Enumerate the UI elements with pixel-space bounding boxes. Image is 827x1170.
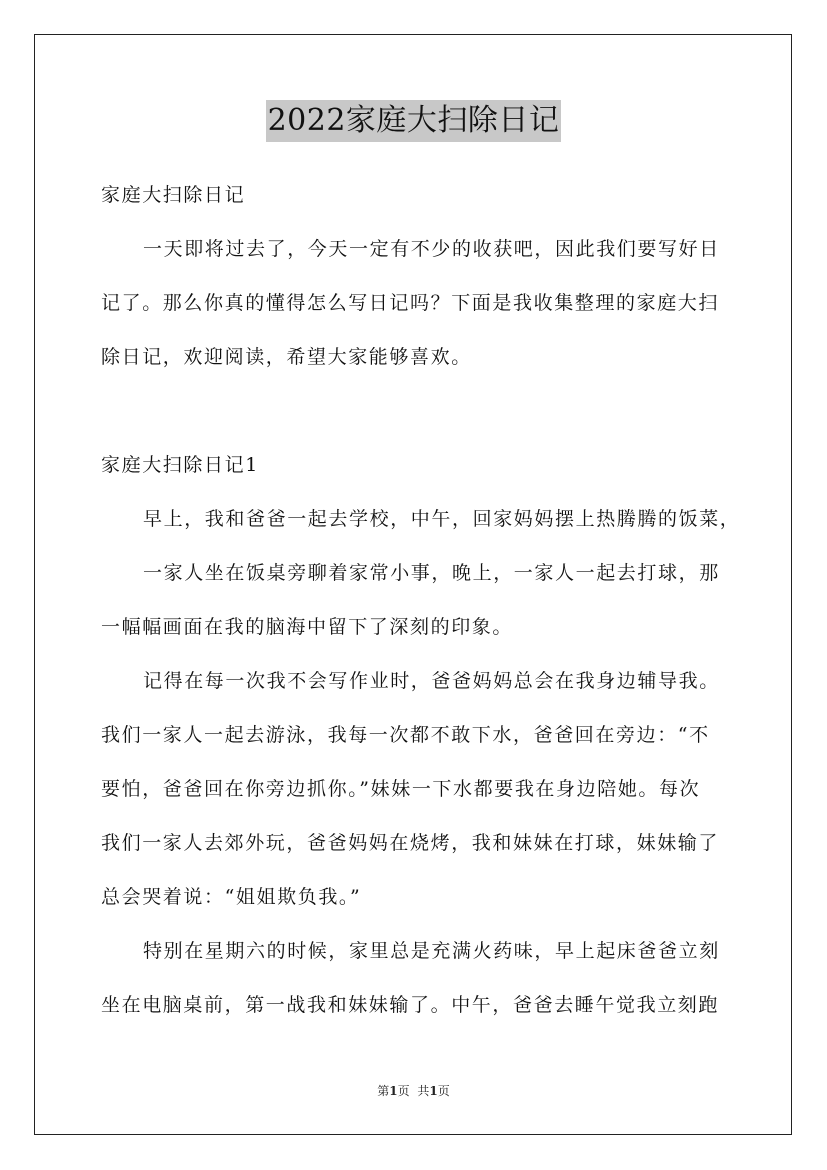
text-line: 家庭大扫除日记1: [101, 454, 259, 476]
blank-line: [101, 384, 741, 438]
page-current: 1: [389, 1084, 398, 1098]
text-line: 早上，我和爸爸一起去学校，中午，回家妈妈摆上热腾腾的饭菜，: [143, 508, 741, 530]
page-footer: [0, 1082, 827, 1099]
title-container: [0, 100, 827, 142]
text-line: 特别在星期六的时候，家里总是充满火药味，早上起床爸爸立刻: [143, 940, 720, 962]
document-body: [101, 168, 741, 1032]
document-title: 2022家庭大扫除日记: [266, 100, 562, 142]
total-prefix: 共: [417, 1084, 430, 1098]
text-line: 除日记，欢迎阅读，希望大家能够喜欢。: [101, 346, 472, 368]
text-line: 记了。那么你真的懂得怎么写日记吗？下面是我收集整理的家庭大扫: [101, 292, 720, 314]
page-prefix: 第: [377, 1084, 390, 1098]
page-suffix: 页: [397, 1084, 410, 1098]
total-suffix: 页: [437, 1084, 450, 1098]
text-line: 我们一家人一起去游泳，我每一次都不敢下水，爸爸回在旁边：“不: [101, 724, 710, 746]
text-line: 一天即将过去了，今天一定有不少的收获吧，因此我们要写好日: [143, 238, 720, 260]
text-line: 我们一家人去郊外玩，爸爸妈妈在烧烤，我和妹妹在打球，妹妹输了: [101, 832, 720, 854]
text-line: 要怕，爸爸回在你旁边抓你。”妹妹一下水都要我在身边陪她。每次: [101, 778, 701, 800]
text-line: 家庭大扫除日记: [101, 184, 246, 206]
text-line: 一幅幅画面在我的脑海中留下了深刻的印象。: [101, 616, 514, 638]
text-line: 坐在电脑桌前，第一战我和妹妹输了。中午，爸爸去睡午觉我立刻跑: [101, 994, 720, 1016]
text-line: 一家人坐在饭桌旁聊着家常小事，晚上，一家人一起去打球，那: [143, 562, 720, 584]
page-total: 1: [429, 1084, 438, 1098]
text-line: 记得在每一次我不会写作业时，爸爸妈妈总会在我身边辅导我。: [143, 670, 720, 692]
text-line: 总会哭着说：“姐姐欺负我。”: [101, 886, 362, 908]
